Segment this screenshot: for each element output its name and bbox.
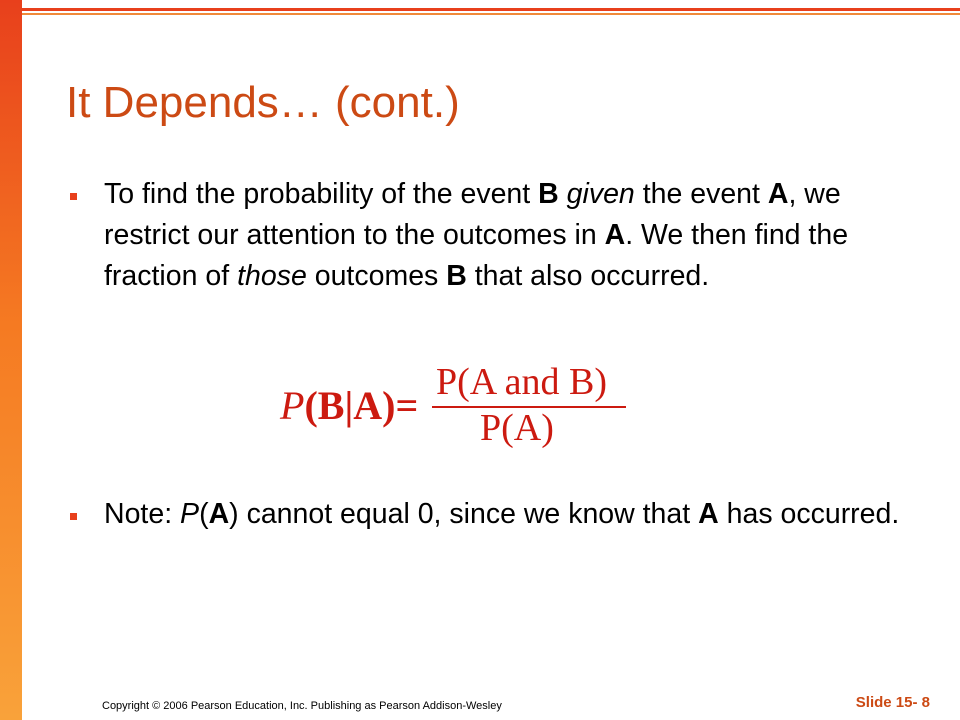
top-rule	[22, 8, 960, 15]
text-run-bold: B	[538, 178, 559, 210]
formula-denominator: P(A)	[480, 407, 554, 449]
text-run-italic: given	[566, 178, 635, 210]
text-run: To find the probability of the event	[104, 178, 539, 210]
text-run: ) cannot equal 0, since we know that	[229, 498, 699, 530]
text-run: . We then find the fraction of	[104, 219, 849, 292]
slide-number: Slide 15- 8	[855, 694, 930, 711]
bullet-text-1	[104, 174, 924, 297]
text-run: (	[199, 498, 209, 530]
text-run-bold: A	[604, 219, 626, 251]
text-run: that also occurred.	[466, 260, 710, 292]
left-accent-bar	[0, 0, 22, 720]
text-run-bold: A	[767, 178, 789, 210]
text-run-bold: A	[698, 498, 719, 530]
copyright-notice: Copyright © 2006 Pearson Education, Inc. Publishing as Pearson Addison-Wesley	[102, 700, 502, 712]
bullet-square-icon	[70, 513, 77, 520]
formula-lhs	[280, 382, 418, 429]
text-run-italic: those	[237, 260, 307, 292]
bullet-text-2	[104, 494, 924, 535]
slide-title: It Depends… (cont.)	[66, 78, 460, 127]
formula-lhs-args: (B|A)=	[304, 383, 419, 428]
text-run: Note:	[104, 498, 181, 530]
text-run-italic: P	[180, 498, 200, 530]
formula-numerator: P(A and B)	[436, 361, 607, 403]
text-run: outcomes	[306, 260, 447, 292]
text-run: the event	[634, 178, 768, 210]
bullet-square-icon	[70, 193, 77, 200]
text-run	[559, 178, 567, 210]
conditional-probability-formula	[280, 362, 640, 452]
text-run-bold: B	[446, 260, 467, 292]
text-run: , we restrict our attention to the outcomes in	[104, 178, 841, 251]
text-run-bold: A	[208, 498, 230, 530]
text-run: has occurred.	[718, 498, 900, 530]
formula-lhs-p: P	[280, 383, 305, 428]
